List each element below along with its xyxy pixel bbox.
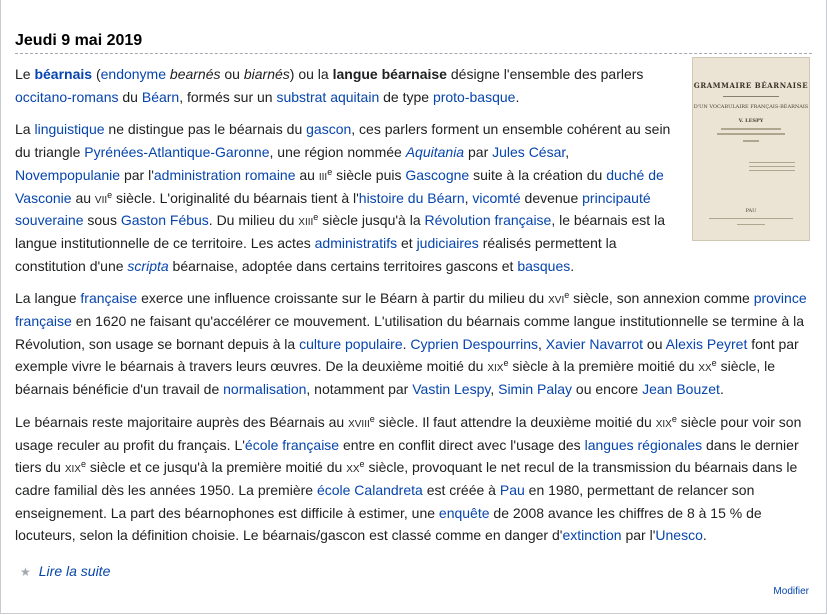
- bold-term: béarnais: [34, 66, 93, 82]
- text: par: [464, 144, 493, 161]
- italic-term: Aquitania: [405, 144, 465, 161]
- text: siècle et ce jusqu'à la première moitié du: [85, 459, 347, 476]
- cover-ornament: [743, 140, 759, 142]
- ordinal-suffix: e: [80, 459, 86, 470]
- link-pyrenees-atlantique-garonne[interactable]: Pyrénées-Atlantique-Garonne: [84, 144, 270, 161]
- century-numeral: vii: [94, 189, 108, 206]
- text: , ces parlers forment un ensemble cohérent au sein du triangle: [15, 121, 671, 161]
- ordinal-suffix: e: [671, 413, 677, 424]
- link-gaston-febus[interactable]: Gaston Fébus: [120, 212, 209, 229]
- text: devenue: [520, 189, 583, 206]
- text: sous: [83, 212, 121, 229]
- cover-text-line: [737, 224, 765, 225]
- ordinal-suffix: e: [711, 358, 717, 369]
- text: dans le dernier tiers du: [15, 436, 799, 476]
- link-extinction[interactable]: extinction: [562, 527, 622, 544]
- text: font par exemple vivre le béarnais à travers leurs œuvres. De la deuxième moitié du: [15, 335, 799, 375]
- link-normalisation[interactable]: normalisation: [223, 381, 307, 398]
- century-numeral: xx: [698, 358, 712, 375]
- text: siècle jusqu'à la: [318, 212, 425, 229]
- text: .: [515, 88, 520, 105]
- link-judiciaires[interactable]: judiciaires: [416, 234, 479, 251]
- text: ) ou la: [289, 66, 333, 82]
- text: par l': [120, 166, 154, 183]
- read-more: [20, 563, 110, 579]
- text: ou encore: [572, 381, 643, 398]
- link-simin-palay[interactable]: Simin Palay: [498, 381, 573, 398]
- edit-link[interactable]: Modifier: [773, 586, 809, 597]
- text: La langue: [15, 290, 81, 307]
- text: en 1620 ne faisant qu'accélérer ce mouvement. L'utilisation du béarnais comme langue institutionnelle se termine à la Révolution, son usage se bornant depuis à la: [15, 313, 805, 352]
- ordinal-suffix: e: [107, 189, 113, 200]
- century-numeral: xiii: [298, 212, 314, 229]
- cover-text-line: [749, 170, 795, 171]
- bold-term: langue béarnaise: [332, 66, 447, 82]
- ordinal-suffix: e: [359, 459, 365, 470]
- link-langues-regionales[interactable]: langues régionales: [584, 436, 703, 453]
- link-novempopulanie[interactable]: Novempopulanie: [15, 166, 121, 183]
- link-proto-basque[interactable]: proto-basque: [432, 88, 516, 105]
- cover-text-line: [709, 218, 793, 219]
- text: ou: [643, 335, 666, 352]
- century-numeral: xvi: [548, 290, 565, 307]
- century-numeral: xix: [487, 358, 504, 375]
- paragraph-3: [15, 287, 810, 401]
- cover-text-line: [721, 128, 781, 130]
- century-numeral: xix: [64, 459, 81, 476]
- link-gascogne[interactable]: Gascogne: [405, 166, 470, 183]
- date-heading: Jeudi 9 mai 2019: [15, 32, 143, 49]
- text: , formés sur un: [179, 88, 277, 105]
- link-administratifs[interactable]: administratifs: [314, 234, 398, 251]
- link-administration-romaine[interactable]: administration romaine: [153, 166, 296, 183]
- link-vastin-lespy[interactable]: Vastin Lespy: [412, 381, 491, 398]
- cover-text-line: [717, 133, 785, 135]
- text: par l': [621, 527, 656, 544]
- text: siècle, provoquant le net recul de la transmission du béarnais dans le cadre familial dès les années 1950. La première: [15, 459, 798, 498]
- read-more-link[interactable]: Lire la suite: [38, 563, 111, 579]
- link-province-francaise[interactable]: province française: [15, 290, 807, 330]
- text: .: [570, 257, 575, 274]
- ordinal-suffix: e: [503, 358, 509, 369]
- book-title: GRAMMAIRE BÉARNAISE: [693, 81, 809, 90]
- link-jules-cesar[interactable]: Jules César: [492, 144, 566, 161]
- text: réalisés permettent la constitution d'une: [15, 234, 617, 274]
- text: .: [702, 527, 707, 544]
- cover-text-line: [749, 166, 795, 167]
- link-endonyme[interactable]: endonyme: [100, 66, 167, 82]
- text: désigne l'ensemble des parlers: [446, 66, 644, 82]
- link-occitano-romans[interactable]: occitano-romans: [15, 88, 119, 105]
- text: en 1980, permettant de relancer son enseignement. La part des béarnophones est difficile à estimer, une: [15, 481, 755, 521]
- link-linguistique[interactable]: linguistique: [34, 121, 105, 138]
- text: siècle, son annexion comme: [569, 290, 754, 307]
- link-vicomte[interactable]: vicomté: [472, 189, 521, 206]
- text: au: [295, 166, 319, 183]
- link-ecole-francaise[interactable]: école française: [244, 436, 340, 453]
- text: siècle, le béarnais bénéficie d'un travail de: [15, 358, 776, 398]
- text: , une région nommée: [269, 144, 406, 161]
- link-aquitania[interactable]: [406, 144, 464, 160]
- italic-term: scripta: [127, 257, 169, 274]
- link-cyprien-despourrins[interactable]: Cyprien Despourrins: [410, 335, 538, 352]
- text: exerce une influence croissante sur le Béarn à partir du milieu du: [137, 290, 549, 307]
- link-alexis-peyret[interactable]: Alexis Peyret: [665, 335, 748, 352]
- book-subtitle: D'UN VOCABULAIRE FRANÇAIS-BÉARNAIS: [693, 104, 809, 110]
- italic-term: biarnés: [243, 66, 290, 82]
- book-city: PAU: [745, 208, 757, 214]
- cover-text-line: [749, 162, 795, 163]
- link-substrat[interactable]: substrat: [276, 88, 327, 105]
- text: ,: [565, 144, 570, 161]
- link-pau[interactable]: Pau: [499, 481, 525, 498]
- italic-term: bearnés: [169, 66, 221, 82]
- century-numeral: xix: [655, 413, 672, 430]
- link-bearnais[interactable]: [34, 66, 92, 82]
- paragraph-1: [15, 63, 677, 108]
- century-numeral: xviii: [348, 413, 370, 430]
- text: Le béarnais reste majoritaire auprès des Béarnais au: [15, 413, 349, 430]
- text: , notamment par: [306, 381, 413, 398]
- text: est créée à: [422, 481, 500, 498]
- text: siècle pour voir son usage reculer au profit du français. L': [15, 413, 802, 453]
- text: ,: [490, 381, 499, 398]
- link-francaise[interactable]: française: [80, 290, 138, 307]
- link-histoire-du-bearn[interactable]: histoire du Béarn: [358, 189, 465, 206]
- link-unesco[interactable]: Unesco: [655, 527, 703, 544]
- paragraph-4: [15, 411, 810, 547]
- paragraph-2: [15, 118, 677, 277]
- link-culture-populaire[interactable]: culture populaire: [299, 335, 403, 352]
- text: ,: [464, 189, 473, 206]
- text: siècle. L'originalité du béarnais tient à l': [112, 189, 359, 206]
- century-numeral: iii: [318, 166, 328, 183]
- text: entre en conflit direct avec l'usage des: [339, 436, 585, 453]
- text: ,: [538, 335, 546, 352]
- text: siècle puis: [332, 166, 406, 183]
- text: de type: [379, 88, 433, 105]
- text: béarnaise, adoptée dans certains territoires gascons et: [168, 257, 518, 274]
- text: ou: [220, 66, 244, 82]
- link-principaute-souveraine[interactable]: principauté souveraine: [15, 189, 651, 229]
- link-scripta[interactable]: [127, 258, 168, 274]
- ordinal-suffix: e: [327, 166, 333, 177]
- century-numeral: xx: [346, 459, 360, 476]
- ordinal-suffix: e: [369, 413, 375, 424]
- star-icon: ★: [20, 565, 31, 579]
- link-basques[interactable]: basques: [517, 257, 571, 274]
- ordinal-suffix: e: [564, 290, 570, 301]
- book-cover-image[interactable]: [692, 57, 810, 241]
- text: .: [719, 381, 724, 398]
- cover-rule: [723, 96, 779, 97]
- text: . Du milieu du: [208, 212, 299, 229]
- link-jean-bouzet[interactable]: Jean Bouzet: [642, 381, 720, 398]
- link-aquitain[interactable]: aquitain: [330, 88, 380, 105]
- text: .: [402, 335, 411, 352]
- text: de 2008 avance les chiffres de 8 à 15 % de locuteurs, selon la définition choisie. Le béarnais/gascon est classé comme en danger d': [15, 504, 762, 544]
- link-revolution-francaise[interactable]: Révolution française: [424, 212, 552, 229]
- link-gascon[interactable]: gascon: [306, 121, 352, 138]
- link-ecole-calandreta[interactable]: école Calandreta: [316, 481, 423, 498]
- text: La: [15, 121, 35, 138]
- text: du: [118, 88, 142, 105]
- text: et: [397, 234, 417, 251]
- text: (: [92, 66, 101, 82]
- text: suite à la création du: [469, 166, 607, 183]
- link-enquete[interactable]: enquête: [438, 504, 490, 521]
- text: au: [71, 189, 95, 206]
- book-author: V. LESPY: [738, 118, 764, 124]
- text: Le: [15, 66, 35, 82]
- ordinal-suffix: e: [313, 212, 319, 223]
- text: ne distingue pas le béarnais du: [104, 121, 307, 138]
- link-bearn[interactable]: Béarn: [141, 88, 180, 105]
- text: , le béarnais est la langue institutionnelle de ce territoire. Les actes: [15, 212, 665, 251]
- text: siècle. Il faut attendre la deuxième moitié du: [374, 413, 656, 430]
- heading-divider: [15, 53, 812, 54]
- text: siècle à la première moitié du: [508, 358, 699, 375]
- link-xavier-navarrot[interactable]: Xavier Navarrot: [545, 335, 644, 352]
- link-duche-de-vasconie[interactable]: duché de Vasconie: [15, 166, 664, 206]
